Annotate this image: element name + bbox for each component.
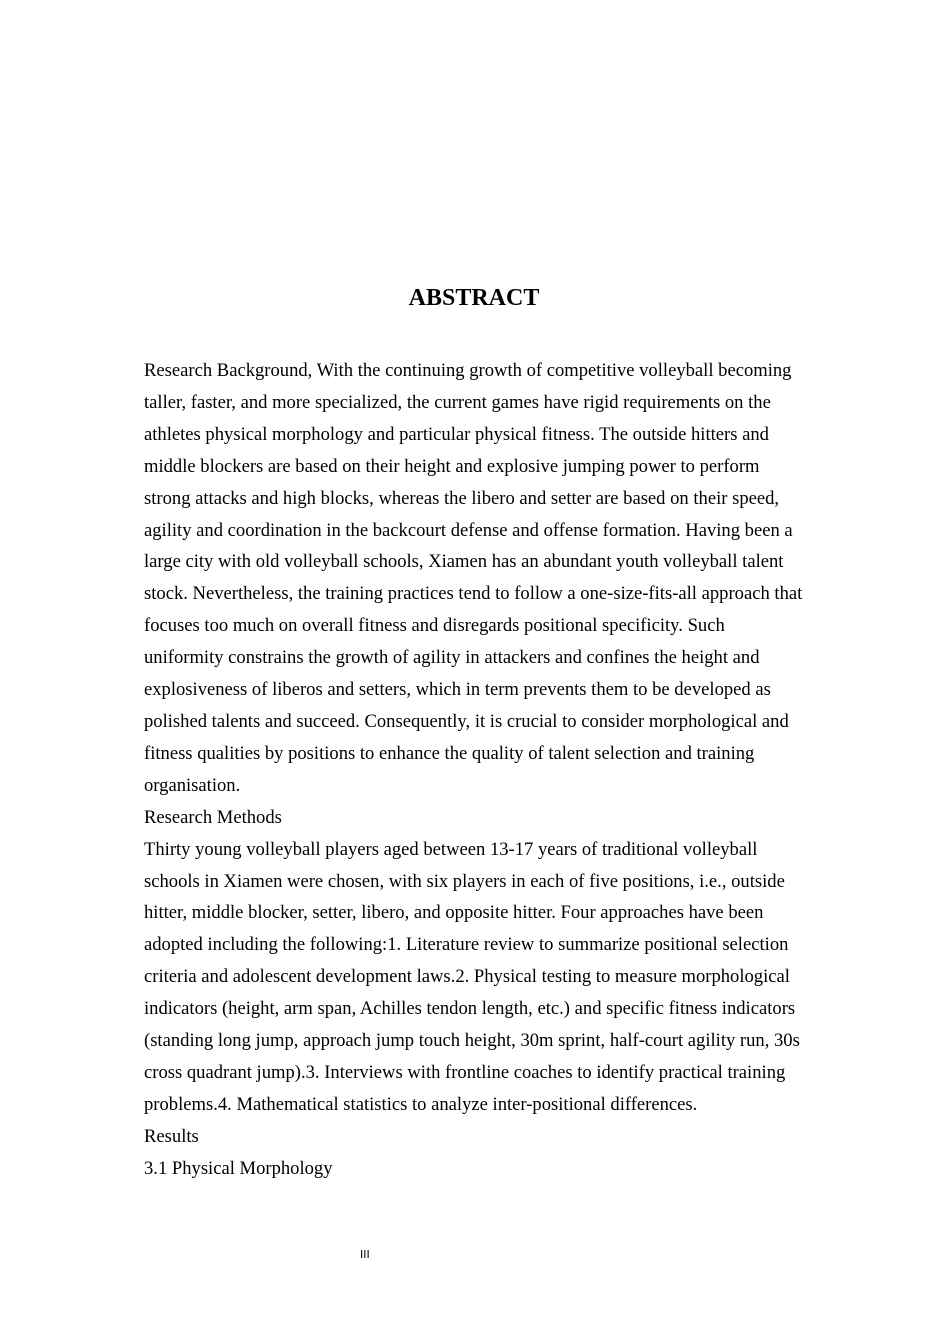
heading-physical-morphology: 3.1 Physical Morphology [144,1157,333,1179]
abstract-title: ABSTRACT [408,285,540,311]
abstract-body [144,355,806,1185]
heading-results: Results [144,1125,199,1147]
heading-research-methods: Research Methods [144,806,282,828]
paragraph-research-methods: Thirty young volleyball players aged between 13-17 years of traditional volleyball schools in Xiamen were chosen, with six players in each of five positions, i.e., outside hitter, middle blocker, setter, libero, and opposite hitter. Four approaches have been adopted including the following:1. Literature review to summarize positional selection criteria and adolescent development laws.2. Physical testing to measure morphological indicators (height, arm span, Achilles tendon length, etc.) and specific fitness indicators (standing long jump, approach jump touch height, 30m sprint, half-court agility run, 30s cross quadrant jump).3. Interviews with frontline coaches to identify practical training problems.4. Mathematical statistics to analyze inter-positional differences. [144,838,800,1115]
page-number: III [360,1248,370,1261]
paragraph-research-background: Research Background, With the continuing growth of competitive volleyball becoming taller, faster, and more specialized, the current games have rigid requirements on the athletes physical morphology and particular physical fitness. The outside hitters and middle blockers are based on their height and explosive jumping power to perform strong attacks and high blocks, whereas the libero and setter are based on their speed, agility and coordination in the backcourt defense and offense formation. Having been a large city with old volleyball schools, Xiamen has an abundant youth volleyball talent stock. Nevertheless, the training practices tend to follow a one-size-fits-all approach that focuses too much on overall fitness and disregards positional specificity. Such uniformity constrains the growth of agility in attackers and confines the height and explosiveness of liberos and setters, which in term prevents them to be developed as polished talents and succeed. Consequently, it is crucial to consider morphological and fitness qualities by positions to enhance the quality of talent selection and training organisation. [144,360,803,796]
